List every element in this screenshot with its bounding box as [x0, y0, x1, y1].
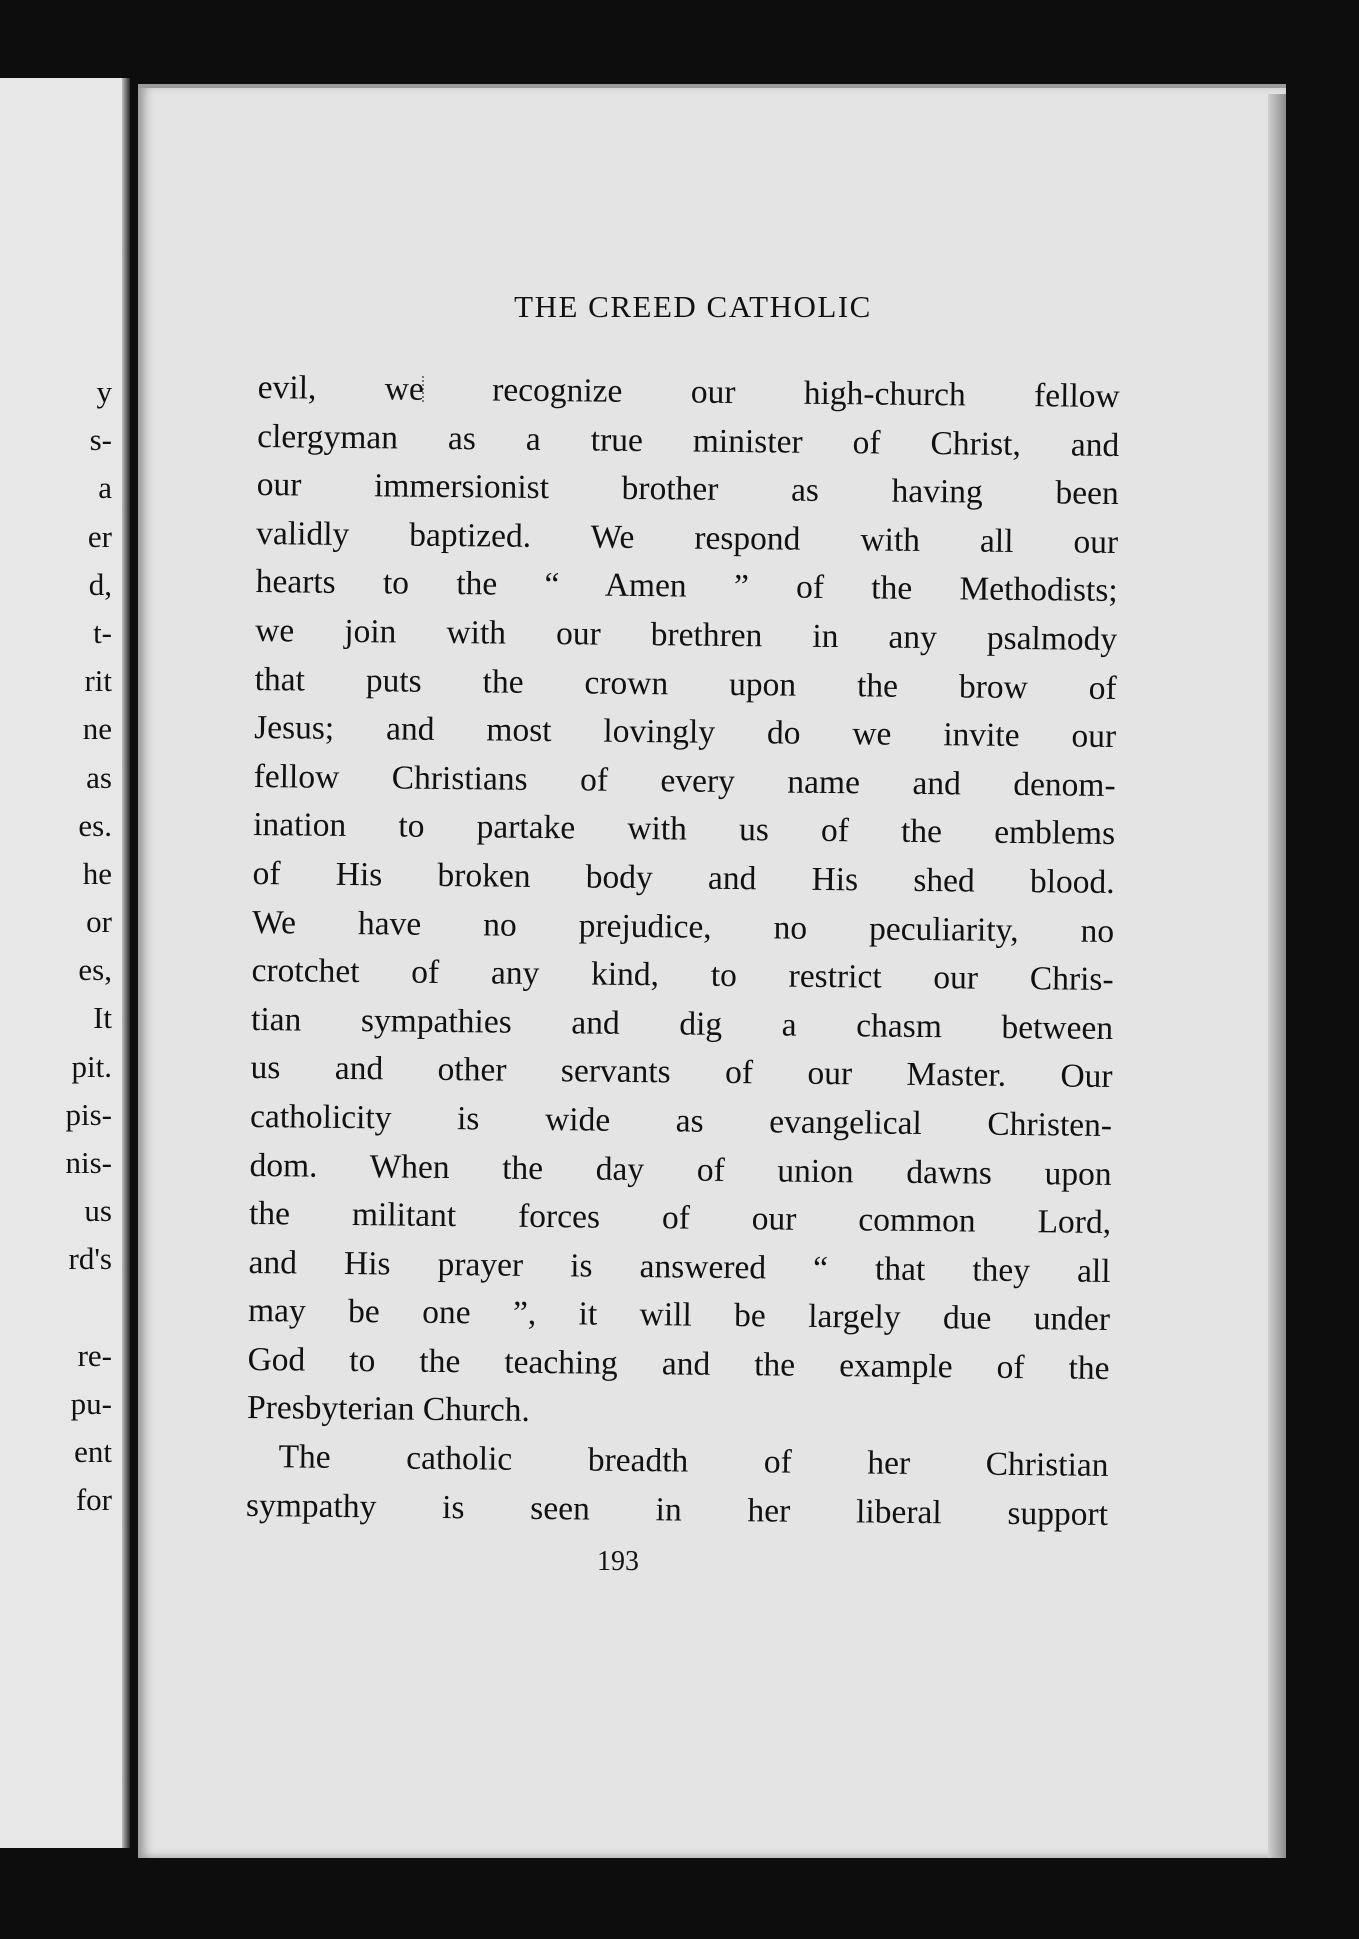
text-line: crotchet of any kind, to restrict our Chris- — [251, 952, 1114, 999]
left-fragment: s- — [89, 422, 112, 458]
text-line: The catholic breadth of her Christian — [278, 1438, 1109, 1485]
left-fragment: rd's — [68, 1241, 112, 1277]
left-fragment: pit. — [71, 1048, 112, 1084]
text-line: and His prayer is answered “ that they all — [248, 1243, 1111, 1290]
left-fragment: nis- — [65, 1145, 112, 1180]
left-facing-page — [0, 78, 130, 1848]
left-fragment: rit — [84, 663, 112, 699]
left-fragment: It — [93, 1000, 112, 1036]
text-line: evil, we recognize our high-church fellow — [257, 368, 1120, 416]
left-fragment: us — [84, 1193, 112, 1229]
left-fragment: as — [86, 759, 112, 795]
text-line: We have no prejudice, no peculiarity, no — [251, 903, 1115, 950]
left-fragment: pis- — [65, 1096, 112, 1132]
right-page — [138, 84, 1286, 1858]
text-line: our immersionist brother as having been — [256, 466, 1119, 513]
page-number: 193 — [597, 1546, 639, 1577]
text-line: clergyman as a true minister of Christ, and — [257, 417, 1120, 464]
text-line: we join with our brethren in any psalmody — [255, 611, 1118, 658]
left-fragment: ent — [74, 1434, 112, 1470]
text-line: Presbyterian Church. — [246, 1389, 531, 1430]
left-fragment: pu- — [70, 1385, 112, 1421]
text-line: of His broken body and His shed blood. — [252, 854, 1115, 901]
left-fragment: t- — [93, 614, 112, 650]
left-fragment: es. — [78, 807, 112, 843]
left-fragment: a — [98, 470, 112, 506]
left-fragment: er — [87, 518, 112, 554]
left-fragment: d, — [88, 566, 112, 602]
text-line: may be one ”, it will be largely due under — [247, 1292, 1111, 1339]
left-fragment: es, — [78, 952, 112, 988]
page-gutter-shadow — [122, 78, 130, 1848]
left-fragment — [12, 1284, 112, 1332]
left-fragment: or — [86, 904, 112, 940]
text-line: tian sympathies and dig a chasm between — [250, 1000, 1114, 1047]
left-fragment: ne — [82, 711, 112, 747]
left-fragment: he — [82, 855, 112, 891]
running-head: THE CREED CATHOLIC — [514, 289, 872, 324]
text-line: ination to partake with us of the emblems — [252, 806, 1116, 853]
text-line: validly baptized. We respond with all our — [256, 514, 1119, 561]
text-line: us and other servants of our Master. Our — [250, 1049, 1113, 1096]
left-fragment: y — [96, 374, 112, 409]
page-top-edge — [138, 84, 1286, 88]
text-line: fellow Christians of every name and denom- — [253, 757, 1116, 804]
text-line: Jesus; and most lovingly do we invite our — [253, 709, 1117, 756]
body-text — [246, 364, 1120, 1539]
text-line: that puts the crown upon the brow of — [254, 660, 1117, 707]
page-right-edge — [1268, 94, 1286, 1858]
text-line: the militant forces of our common Lord, — [248, 1195, 1112, 1242]
text-line: catholicity is wide as evangelical Christen- — [249, 1097, 1113, 1144]
left-fragment: for — [75, 1482, 112, 1518]
text-line: God to the teaching and the example of the — [247, 1340, 1110, 1387]
text-line: sympathy is seen in her liberal support — [245, 1486, 1109, 1533]
text-line: dom. When the day of union dawns upon — [249, 1146, 1112, 1193]
left-fragment: re- — [77, 1337, 112, 1373]
text-line: hearts to the “ Amen ” of the Methodists; — [255, 563, 1118, 610]
left-page-text-fragments — [12, 368, 112, 1525]
